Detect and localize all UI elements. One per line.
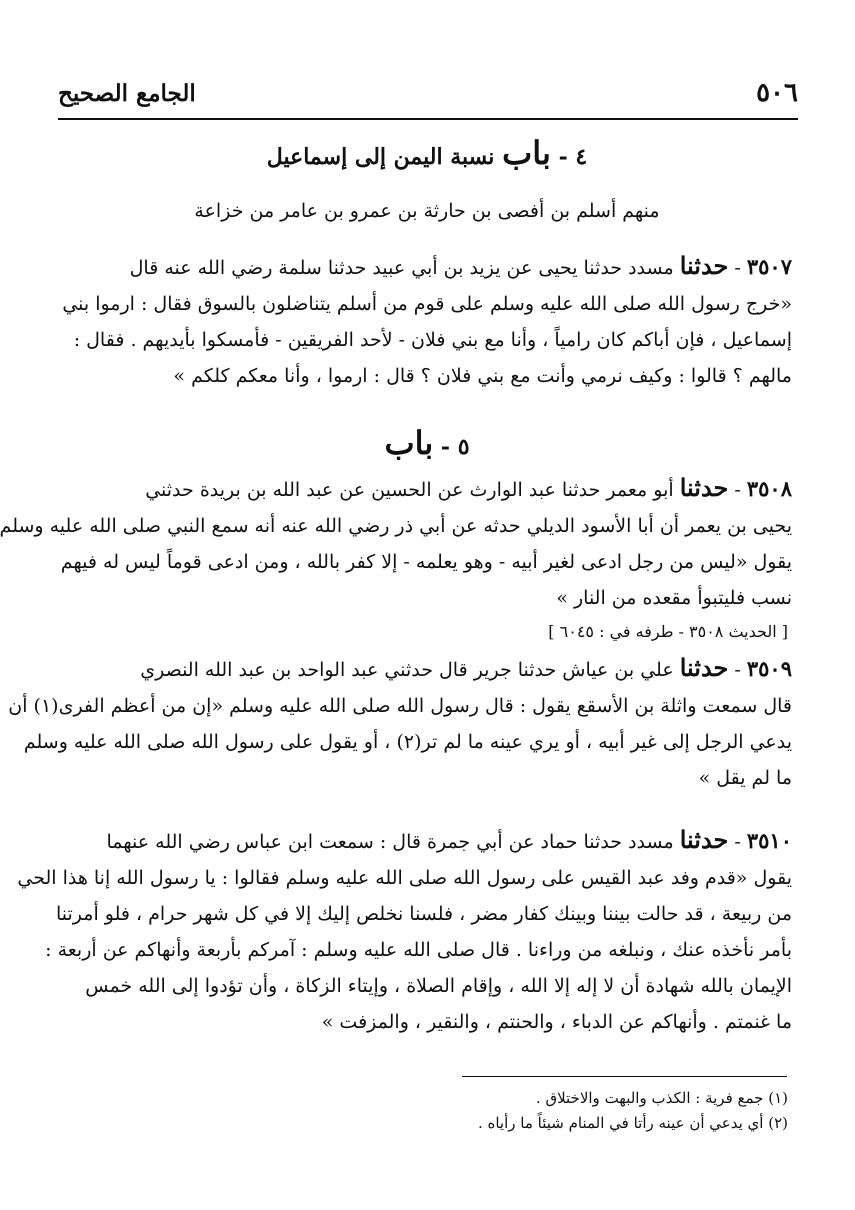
chapter-5-number: ٥ - bbox=[440, 434, 470, 460]
haddathana-word: حدثنا bbox=[679, 473, 729, 502]
hadith-line: يدعي الرجل إلى غير أبيه ، أو يري عينه ما لم تر(٢) ، أو يقول على رسول الله صلى الله عليه وسلم bbox=[23, 731, 792, 753]
hadith-text: مسدد حدثنا حماد عن أبي جمرة قال : سمعت ابن عباس رضي الله عنهما bbox=[106, 831, 674, 853]
hadith-3507 bbox=[52, 248, 792, 394]
hadith-text: علي بن عياش حدثنا جرير قال حدثني عبد الواحد بن عبد الله النصري bbox=[140, 659, 674, 681]
hadith-line: ٣٥٠٩ - حدثنا علي بن عياش حدثنا جرير قال حدثني عبد الواحد بن عبد الله النصري bbox=[140, 653, 792, 682]
hadith-3510 bbox=[17, 822, 792, 1040]
page-number: ٥٠٦ bbox=[756, 78, 798, 108]
hadith-3508 bbox=[0, 470, 792, 616]
footnote-rule bbox=[462, 1076, 787, 1077]
hadith-line: ٣٥٠٨ - حدثنا أبو معمر حدثنا عبد الوارث عن الحسين عن عبد الله بن بريدة حدثني bbox=[145, 473, 792, 502]
hadith-line: إسماعيل ، فإن أباكم كان رامياً ، وأنا مع بني فلان - لأحد الفريقين - فأمسكوا بأيديهم . فقال : bbox=[73, 329, 792, 351]
chapter-4-title: نسبة اليمن إلى إسماعيل bbox=[266, 144, 495, 170]
hadith-line: الإيمان بالله شهادة أن لا إله إلا الله ، وإقام الصلاة ، وإيتاء الزكاة ، وأن تؤدوا إلى الله خمس bbox=[85, 975, 792, 997]
hadith-line: مالهم ؟ قالوا : وكيف نرمي وأنت مع بني فلان ؟ قال : ارموا ، وأنا معكم كلكم » bbox=[173, 365, 792, 387]
haddathana-word: حدثنا bbox=[679, 825, 729, 854]
header-rule bbox=[58, 118, 798, 120]
hadith-line: نسب فليتبوأ مقعده من النار » bbox=[556, 587, 792, 609]
chapter-5-heading bbox=[52, 424, 802, 462]
haddathana-word: حدثنا bbox=[679, 251, 729, 280]
hadith-line: بأمر نأخذه عنك ، ونبلغه من وراءنا . قال صلى الله عليه وسلم : آمركم بأربعة وأنهاكم عن أربعة : bbox=[45, 939, 792, 961]
hadith-line: «خرج رسول الله صلى الله عليه وسلم على قوم من أسلم يتناضلون بالسوق فقال : ارموا بني bbox=[62, 293, 792, 315]
chapter-4-heading bbox=[52, 134, 802, 172]
chapter-5-bab: باب bbox=[384, 424, 434, 462]
hadith-text: مسدد حدثنا يحيى عن يزيد بن أبي عبيد حدثنا سلمة رضي الله عنه قال bbox=[129, 257, 674, 279]
cross-reference-note: [ الحديث ٣٥٠٨ - طرفه في : ٦٠٤٥ ] bbox=[548, 622, 788, 641]
hadith-3509 bbox=[8, 650, 792, 796]
hadith-line: ٣٥١٠ - حدثنا مسدد حدثنا حماد عن أبي جمرة قال : سمعت ابن عباس رضي الله عنهما bbox=[106, 825, 792, 854]
hadith-line: ٣٥٠٧ - حدثنا مسدد حدثنا يحيى عن يزيد بن أبي عبيد حدثنا سلمة رضي الله عنه قال bbox=[129, 251, 792, 280]
footnotes bbox=[60, 1086, 788, 1136]
hadith-line: ما لم يقل » bbox=[698, 767, 792, 789]
haddathana-word: حدثنا bbox=[679, 653, 729, 682]
hadith-line: ما غنمتم . وأنهاكم عن الدباء ، والحنتم ، والنقير ، والمزفت » bbox=[321, 1011, 792, 1033]
chapter-4-number: ٤ - bbox=[558, 144, 588, 170]
hadith-number: ٣٥٠٨ bbox=[746, 476, 792, 501]
footnote-2: (٢) أي يدعي أن عينه رأتا في المنام شيئاً ما رأياه . bbox=[477, 1114, 788, 1132]
hadith-line: يحيى بن يعمر أن أبا الأسود الديلي حدثه عن أبي ذر رضي الله عنه أنه سمع النبي صلى الله عليه وسلم bbox=[0, 515, 792, 537]
running-title: الجامع الصحيح bbox=[58, 80, 196, 107]
hadith-line: قال سمعت واثلة بن الأسقع يقول : قال رسول الله صلى الله عليه وسلم «إن من أعظم الفرى(١) أن bbox=[8, 695, 792, 717]
hadith-line: يقول «قدم وفد عبد القيس على رسول الله صلى الله عليه وسلم فقالوا : يا رسول الله إنا هذا الحي bbox=[17, 867, 792, 889]
hadith-number: ٣٥٠٧ bbox=[746, 254, 792, 279]
hadith-number: ٣٥٠٩ bbox=[746, 656, 792, 681]
hadith-text: أبو معمر حدثنا عبد الوارث عن الحسين عن عبد الله بن بريدة حدثني bbox=[145, 479, 674, 501]
footnote-1: (١) جمع فرية : الكذب والبهت والاختلاق . bbox=[535, 1089, 788, 1107]
chapter-4-bab: باب bbox=[502, 134, 551, 172]
hadith-line: من ربيعة ، قد حالت بيننا وبينك كفار مضر ، فلسنا نخلص إليك إلا في كل شهر حرام ، فلو أمرتنا bbox=[55, 903, 792, 925]
hadith-line: يقول «ليس من رجل ادعى لغير أبيه - وهو يعلمه - إلا كفر بالله ، ومن ادعى قوماً ليس له فيهم bbox=[60, 551, 792, 573]
page-header bbox=[58, 78, 798, 114]
chapter-4-subtitle: منهم أسلم بن أفصى بن حارثة بن عمرو بن عامر من خزاعة bbox=[194, 200, 660, 222]
hadith-number: ٣٥١٠ bbox=[746, 828, 792, 853]
